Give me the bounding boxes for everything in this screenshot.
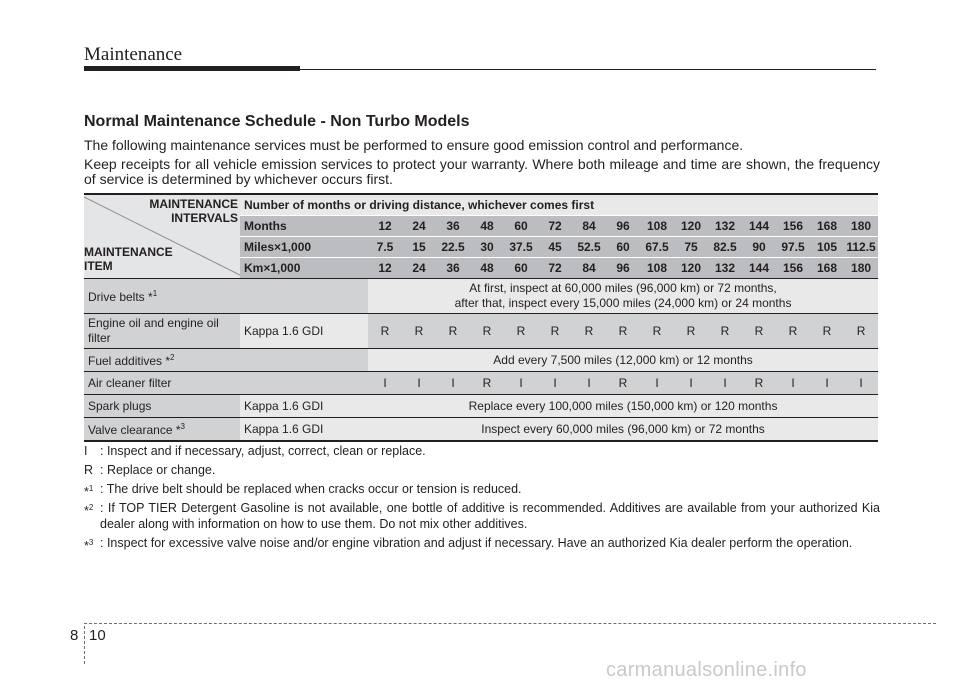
engine-oil-engine: Kappa 1.6 GDI: [240, 314, 368, 349]
miles-cell: 82.5: [708, 237, 742, 258]
footer-divider: [84, 626, 85, 664]
months-cell: 168: [810, 216, 844, 237]
air-cleaner-cell: I: [674, 372, 708, 395]
title-rule: [300, 69, 876, 70]
km-cell: 84: [572, 258, 606, 279]
engine-oil-cell: R: [538, 314, 572, 349]
miles-cell: 7.5: [368, 237, 402, 258]
km-cell: 96: [606, 258, 640, 279]
engine-oil-cell: R: [640, 314, 674, 349]
air-cleaner-cell: I: [504, 372, 538, 395]
months-cell: 132: [708, 216, 742, 237]
engine-oil-cell: R: [606, 314, 640, 349]
miles-cell: 30: [470, 237, 504, 258]
engine-oil-cell: R: [504, 314, 538, 349]
engine-oil-cell: R: [776, 314, 810, 349]
corner-intervals-label: MAINTENANCE INTERVALS: [149, 197, 238, 225]
miles-label: Miles×1,000: [240, 237, 368, 258]
air-cleaner-cell: I: [436, 372, 470, 395]
table-row-air-cleaner: [84, 372, 878, 395]
miles-cell: 105: [810, 237, 844, 258]
fuel-additives-interval: Add every 7,500 miles (12,000 km) or 12 months: [368, 349, 878, 372]
air-cleaner-cell: I: [776, 372, 810, 395]
engine-oil-cell: R: [436, 314, 470, 349]
engine-oil-cell: R: [708, 314, 742, 349]
table-row-engine-oil: [84, 314, 878, 349]
engine-oil-cell: R: [368, 314, 402, 349]
table-row-spark-plugs: [84, 395, 878, 418]
page-number: 10: [89, 627, 106, 644]
months-cell: 84: [572, 216, 606, 237]
miles-cell: 112.5: [844, 237, 878, 258]
km-cell: 120: [674, 258, 708, 279]
air-cleaner-cell: R: [470, 372, 504, 395]
km-cell: 108: [640, 258, 674, 279]
air-cleaner-cell: I: [368, 372, 402, 395]
km-cell: 144: [742, 258, 776, 279]
footer-rule: [84, 623, 936, 624]
air-cleaner-cell: I: [538, 372, 572, 395]
months-cell: 144: [742, 216, 776, 237]
title-bar: [84, 66, 300, 71]
months-cell: 24: [402, 216, 436, 237]
engine-oil-name: Engine oil and engine oil filter: [84, 314, 240, 349]
km-cell: 60: [504, 258, 538, 279]
watermark: carmanualsonline.info: [606, 659, 807, 681]
miles-cell: 67.5: [640, 237, 674, 258]
km-cell: 180: [844, 258, 878, 279]
chapter-number: 8: [70, 627, 79, 644]
km-cell: 156: [776, 258, 810, 279]
months-cell: 120: [674, 216, 708, 237]
air-cleaner-cell: I: [640, 372, 674, 395]
miles-cell: 37.5: [504, 237, 538, 258]
months-cell: 156: [776, 216, 810, 237]
months-label: Months: [240, 216, 368, 237]
air-cleaner-cell: I: [572, 372, 606, 395]
km-cell: 12: [368, 258, 402, 279]
table-row-valve-clearance: [84, 418, 878, 442]
valve-clearance-interval: Inspect every 60,000 miles (96,000 km) or 72 months: [368, 418, 878, 442]
air-cleaner-cell: I: [708, 372, 742, 395]
miles-cell: 45: [538, 237, 572, 258]
km-label: Km×1,000: [240, 258, 368, 279]
months-cell: 180: [844, 216, 878, 237]
months-cell: 60: [504, 216, 538, 237]
engine-oil-cell: R: [742, 314, 776, 349]
intro-paragraph-2: Keep receipts for all vehicle emission services to protect your warranty. Where both mileage and time are shown, the frequency of service is determined by whichever occurs first.: [84, 156, 880, 187]
months-cell: 96: [606, 216, 640, 237]
km-cell: 72: [538, 258, 572, 279]
miles-cell: 22.5: [436, 237, 470, 258]
valve-clearance-name: Valve clearance *$^3$: [84, 418, 240, 442]
engine-oil-cell: R: [674, 314, 708, 349]
engine-oil-cell: R: [470, 314, 504, 349]
air-cleaner-cell: I: [844, 372, 878, 395]
miles-cell: 60: [606, 237, 640, 258]
table-corner-cell: [84, 194, 240, 279]
months-cell: 36: [436, 216, 470, 237]
air-cleaner-cell: I: [402, 372, 436, 395]
corner-item-label: MAINTENANCE ITEM: [84, 245, 173, 273]
spark-plugs-engine: Kappa 1.6 GDI: [240, 395, 368, 418]
air-cleaner-cell: R: [606, 372, 640, 395]
miles-cell: 75: [674, 237, 708, 258]
table-row-fuel-additives: [84, 349, 878, 372]
engine-oil-cell: R: [402, 314, 436, 349]
months-cell: 12: [368, 216, 402, 237]
drive-belts-interval: At first, inspect at 60,000 miles (96,000 km) or 72 months, after that, inspect every 15,000 miles (24,000 km) or 24 months: [368, 279, 878, 314]
miles-cell: 52.5: [572, 237, 606, 258]
engine-oil-cell: R: [810, 314, 844, 349]
air-cleaner-name: Air cleaner filter: [84, 372, 368, 395]
schedule-heading: Normal Maintenance Schedule - Non Turbo Models: [84, 113, 470, 130]
km-cell: 48: [470, 258, 504, 279]
air-cleaner-cell: I: [810, 372, 844, 395]
km-cell: 24: [402, 258, 436, 279]
months-cell: 108: [640, 216, 674, 237]
spark-plugs-name: Spark plugs: [84, 395, 240, 418]
km-cell: 168: [810, 258, 844, 279]
notes-section: I : Inspect and if necessary, adjust, correct, clean or replace. R : Replace or change. *$^1$ : The drive belt should be replaced when cracks occur or tension is reduced. *$^2$ : If TOP TIER Detergent Gasoline is not available, one bottle of additive is recommended. Additives are available from your authorized Kia dealer along with information on how to use them. Do not mix other additives. *$^3$ : Inspect for excessive valve noise and/or engine vibration and adjust if necessary. Have an authorized Kia dealer perform the operation.: [84, 444, 880, 554]
months-cell: 48: [470, 216, 504, 237]
valve-clearance-engine: Kappa 1.6 GDI: [240, 418, 368, 442]
km-cell: 36: [436, 258, 470, 279]
miles-cell: 90: [742, 237, 776, 258]
intro-paragraph-1: The following maintenance services must be performed to ensure good emission control and performance.: [84, 137, 744, 153]
months-cell: 72: [538, 216, 572, 237]
miles-cell: 15: [402, 237, 436, 258]
drive-belts-name: Drive belts *$^1$: [84, 279, 368, 314]
section-title: Maintenance: [84, 44, 183, 65]
miles-cell: 97.5: [776, 237, 810, 258]
km-cell: 132: [708, 258, 742, 279]
table-row-drive-belts: [84, 279, 878, 314]
header-title: Number of months or driving distance, whichever comes first: [240, 194, 878, 216]
engine-oil-cell: R: [844, 314, 878, 349]
fuel-additives-name: Fuel additives *$^2$: [84, 349, 368, 372]
engine-oil-cell: R: [572, 314, 606, 349]
spark-plugs-interval: Replace every 100,000 miles (150,000 km) or 120 months: [368, 395, 878, 418]
maintenance-schedule-table: [84, 193, 878, 442]
air-cleaner-cell: R: [742, 372, 776, 395]
